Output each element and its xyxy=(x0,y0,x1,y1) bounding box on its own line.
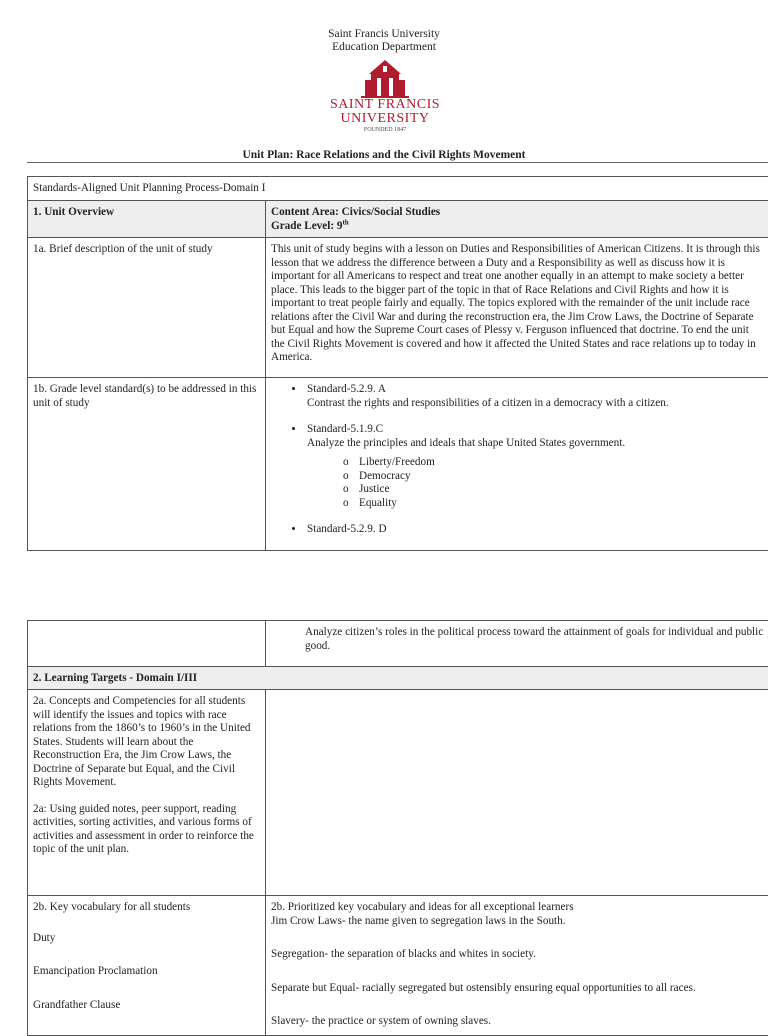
empty-cell xyxy=(28,621,266,667)
process-title: Standards-Aligned Unit Planning Process-Domain I xyxy=(28,177,768,201)
logo-building-icon xyxy=(315,58,455,98)
logo-line-2: UNIVERSITY xyxy=(315,112,455,126)
vocab-label: 2b. Key vocabulary for all students xyxy=(33,901,260,915)
prioritized-item: Segregation- the separation of blacks and whites in society. xyxy=(271,948,765,962)
description-text: This unit of study begins with a lesson on Duties and Responsibilities of American Citizens. It is through this lesson that we address the difference between a Duty and a Responsibility as well as discuss how it is important for all Americans to respect and treat one another equally in an attempt to make society a better place. This leads to the bigger part of the topic in that of Race Relations and Civil Rights and how it is important to treat people fairly and equally. The topics explored with the remainder of the unit include race relations after the Civil War and during the reconstruction era, the Jim Crow Laws, the Doctrine of Separate but Equal and how the Supreme Court cases of Plessy v. Ferguson influenced that doctrine. To end the unit the Civil Rights Movement is covered and how it affected the United States and race relations up to today in America. xyxy=(266,238,768,378)
list-item: o Equality xyxy=(341,497,765,511)
standard-code: • Standard-5.2.9. D xyxy=(307,523,765,537)
list-item xyxy=(305,383,765,423)
standards-label: 1b. Grade level standard(s) to be addressed in this unit of study xyxy=(28,378,266,551)
grade-level-sup: th xyxy=(342,218,348,226)
vocab-item: Duty xyxy=(33,932,260,946)
table-row xyxy=(28,667,768,690)
department-name: Education Department xyxy=(0,41,768,54)
standard-text: Analyze the principles and ideals that shape United States government. xyxy=(307,437,765,451)
table-row xyxy=(28,690,768,896)
standard-code: • Standard-5.1.9.C xyxy=(307,423,765,437)
standards-list xyxy=(271,383,765,537)
vocab-item: Grandfather Clause xyxy=(33,999,260,1013)
list-item xyxy=(305,523,765,537)
prioritized-item: Separate but Equal- racially segregated but ostensibly ensuring equal opportunities to all races. xyxy=(271,982,765,996)
list-item: o Liberty/Freedom xyxy=(341,456,765,470)
table-row xyxy=(28,621,768,667)
grade-level-line xyxy=(271,220,765,234)
standard-code: • Standard-5.2.9. A xyxy=(307,383,765,397)
list-item xyxy=(305,423,765,523)
prioritized-cell xyxy=(266,896,768,1036)
document-title: Unit Plan: Race Relations and the Civil Rights Movement xyxy=(0,149,768,161)
vocab-cell xyxy=(28,896,266,1036)
list-item: o Democracy xyxy=(341,470,765,484)
standards-cell xyxy=(266,378,768,551)
description-label: 1a. Brief description of the unit of study xyxy=(28,238,266,378)
table-row xyxy=(28,201,768,238)
standard-text: Contrast the rights and responsibilities of a citizen in a democracy with a citizen. xyxy=(307,397,765,411)
university-logo xyxy=(315,58,455,134)
concepts-text: 2a. Concepts and Competencies for all students will identify the issues and topics with race relations from the 1860’s to 1960’s in the United States. Students will learn about the Reconstruction Era, the Jim Crow Laws, the Doctrine of Separate but Equal, and the Civil Rights Movement. xyxy=(33,695,260,790)
unit-overview-table xyxy=(27,176,768,551)
ideals-list xyxy=(307,456,765,510)
prioritized-item: Jim Crow Laws- the name given to segregation laws in the South. xyxy=(271,915,765,929)
guided-text: 2a: Using guided notes, peer support, reading activities, sorting activities, and various forms of activities and assessment in order to reinforce the topic of the unit plan. xyxy=(33,803,260,857)
list-item: o Justice xyxy=(341,483,765,497)
university-name: Saint Francis University xyxy=(0,28,768,41)
table-row xyxy=(28,238,768,378)
logo-line-1: SAINT FRANCIS xyxy=(315,98,455,112)
content-area: Content Area: Civics/Social Studies xyxy=(271,206,765,220)
prioritized-item: Slavery- the practice or system of owning slaves. xyxy=(271,1015,765,1029)
empty-cell xyxy=(266,690,768,896)
learning-targets-table xyxy=(27,620,768,1036)
logo-line-3: FOUNDED 1847 xyxy=(315,126,455,134)
standard-continued-text: Analyze citizen’s roles in the political process toward the attainment of goals for individual and public good. xyxy=(266,621,768,667)
concepts-cell xyxy=(28,690,266,896)
vocab-item: Emancipation Proclamation xyxy=(33,965,260,979)
table-row xyxy=(28,378,768,551)
content-area-cell xyxy=(266,201,768,238)
learning-targets-label: 2. Learning Targets - Domain I/III xyxy=(28,667,768,690)
table-row xyxy=(28,896,768,1036)
grade-level: Grade Level: 9 xyxy=(271,220,342,232)
title-divider xyxy=(27,162,768,163)
unit-overview-label: 1. Unit Overview xyxy=(28,201,266,238)
prioritized-label: 2b. Prioritized key vocabulary and ideas for all exceptional learners xyxy=(271,901,765,915)
table-row xyxy=(28,177,768,201)
